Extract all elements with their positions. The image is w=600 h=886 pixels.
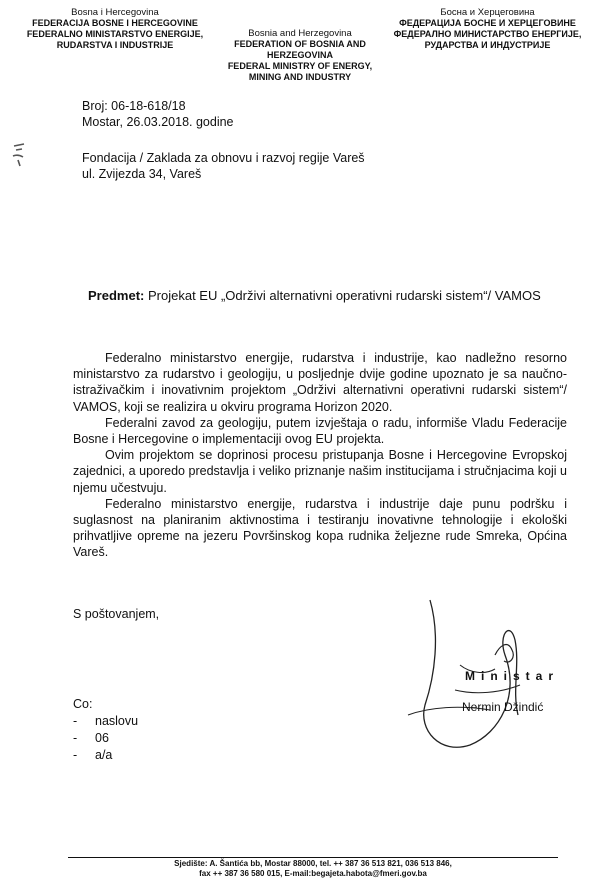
header-line: ФЕДЕРАЦИЈА БОСНЕ И ХЕРЦЕГОВИНЕ: [399, 18, 576, 28]
closing: S poštovanjem,: [73, 607, 160, 621]
body-paragraph: Federalni zavod za geologiju, putem izvještaja o radu, informiše Vladu Federacije Bosne i Hercegovine o implementaciji ovog EU projekta.: [73, 415, 567, 447]
footer-line-2: fax ++ 387 36 580 015, E-mail:begajeta.habota@fmeri.gov.ba: [199, 869, 427, 878]
reference-number: Broj: 06-18-618/18: [82, 99, 186, 113]
copy-item: - naslovu: [73, 714, 139, 728]
footer-line-1: Sjedište: A. Šantića bb, Mostar 88000, tel. ++ 387 36 513 821, 036 513 846,: [174, 859, 452, 868]
letter-body: [73, 350, 567, 561]
header-line: FEDERACIJA BOSNE I HERCEGOVINE: [32, 18, 198, 28]
header-line: MINING AND INDUSTRY: [248, 72, 352, 82]
recipient-block: [82, 150, 365, 182]
header-line: FEDERAL MINISTRY OF ENERGY,: [227, 61, 373, 71]
footer: [68, 859, 558, 879]
body-paragraph: Federalno ministarstvo energije, rudarstva i industrije, kao nadležno resorno ministarstvo za rudarstvo i geologiju, u posljednje dvije godine upoznato je sa naučno-istraživačkim i inovativnim projektom „Održivi alternativni operativni rudarski sistem“/ VAMOS, koji se realizira u okviru programa Horizon 2020.: [73, 351, 567, 414]
subject-label: Predmet:: [88, 288, 145, 303]
subject-text: Projekat EU „Održivi alternativni operativni rudarski sistem“/ VAMOS: [147, 288, 541, 303]
header-line: Bosna i Hercegovina: [71, 7, 159, 18]
copies-label: Co:: [73, 697, 93, 711]
recipient-address: ul. Zvijezda 34, Vareš: [82, 167, 202, 181]
footer-divider: [68, 857, 558, 858]
header-english: [200, 28, 400, 83]
header-cyrillic: [385, 7, 590, 51]
header-line: РУДАРСТВА И ИНДУСТРИЈЕ: [424, 40, 551, 50]
header-line: FEDERALNO MINISTARSTVO ENERGIJE,: [26, 29, 204, 39]
header-line: Босна и Херцеговина: [440, 7, 535, 18]
recipient-name: Fondacija / Zaklada za obnovu i razvoj regije Vareš: [82, 151, 365, 165]
signatory-title: Ministar: [465, 669, 560, 683]
reference-block: [82, 98, 234, 130]
body-paragraph: Ovim projektom se doprinosi procesu pristupanja Bosne i Hercegovine Evropskoj zajednici, a uporedo predstavlja i veliko priznanje našim institucijama i stručnjacima koji u njemu učestvuju.: [73, 448, 567, 495]
header-line: ФЕДЕРАЛНО МИНИСТАРСТВО ЕНЕРГИЈЕ,: [393, 29, 582, 39]
subject-line: [88, 288, 541, 304]
copy-item: - a/a: [73, 748, 113, 762]
header-bosnian: [20, 7, 210, 51]
stamp-mark-icon: [10, 140, 34, 170]
copies-block: [73, 696, 138, 764]
signatory-name: Nermin Džindić: [462, 700, 544, 714]
header-line: RUDARSTVA I INDUSTRIJE: [56, 40, 174, 50]
body-paragraph: Federalno ministarstvo energije, rudarstva i industrije daje punu podršku i suglasnost na planiranim aktivnostima i testiranju inovativne tehnologije i ekološki prihvatljive opreme na jezeru Površinskog kopa rudnika željezne rude Smreka, Općina Vareš.: [73, 496, 567, 560]
copy-item: - 06: [73, 731, 109, 745]
header-line: FEDERATION OF BOSNIA AND HERZEGOVINA: [234, 39, 366, 60]
place-date: Mostar, 26.03.2018. godine: [82, 115, 234, 129]
header-line: Bosnia and Herzegovina: [248, 28, 352, 39]
